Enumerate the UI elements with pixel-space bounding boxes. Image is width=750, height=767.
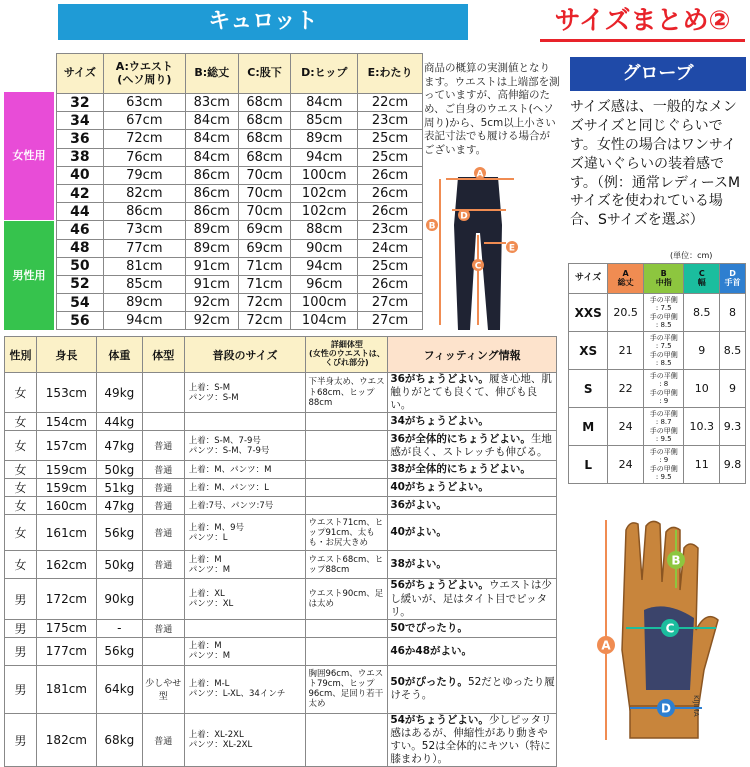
glove-row: [569, 370, 746, 408]
fit-height: 160cm: [36, 497, 96, 515]
fitting-row: [5, 461, 557, 479]
fit-height: 162cm: [36, 551, 96, 579]
fit-detail: ウエスト90cm、足は太め: [306, 579, 388, 619]
glove-a: 24: [608, 446, 644, 484]
size-row: [57, 294, 423, 312]
fit-type: 普通: [142, 497, 184, 515]
size-cell: 50: [57, 257, 104, 275]
measure-cell: 79cm: [103, 166, 185, 184]
fit-weight: 47kg: [96, 431, 142, 461]
glove-a: 21: [608, 332, 644, 370]
fit-type: 普通: [142, 551, 184, 579]
measure-cell: 26cm: [358, 275, 423, 293]
size-header-4: D:ヒップ: [291, 54, 358, 94]
glove-size-table: [568, 263, 746, 484]
fit-sex: 女: [5, 431, 37, 461]
measure-cell: 70cm: [238, 203, 291, 221]
measure-cell: 88cm: [291, 221, 358, 239]
glove-title: グローブ: [570, 57, 746, 91]
size-row: [57, 184, 423, 202]
fit-weight: 44kg: [96, 413, 142, 431]
measure-cell: 25cm: [358, 130, 423, 148]
fit-info: [388, 665, 557, 713]
fit-type: 普通: [142, 431, 184, 461]
fit-sex: 女: [5, 497, 37, 515]
glove-header-a: A 総丈: [608, 264, 644, 294]
fit-info: [388, 619, 557, 637]
measure-cell: 86cm: [185, 203, 238, 221]
fit-type: 普通: [142, 461, 184, 479]
glove-label-C: C: [665, 621, 675, 636]
measure-cell: 23cm: [358, 112, 423, 130]
glove-c: 9: [684, 332, 720, 370]
fit-usual: 上着：S-M パンツ：S-M: [184, 373, 306, 413]
measure-cell: 63cm: [103, 94, 185, 112]
fit-detail: ウエスト71cm、ヒップ91cm、太もも・お尻大きめ: [306, 515, 388, 551]
glove-b: 手の平側 : 7.5 手の甲側 : 8.5: [643, 332, 684, 370]
glove-size: S: [569, 370, 608, 408]
pants-label-C: C: [474, 261, 482, 272]
fit-info-text: 生地感が良く、ストレッチも伸びる。: [390, 432, 552, 458]
fit-sex: 女: [5, 551, 37, 579]
pants-label-D: D: [460, 211, 468, 222]
fit-info: [388, 713, 557, 767]
fitting-row: [5, 373, 557, 413]
glove-a: 22: [608, 370, 644, 408]
fitting-row: [5, 579, 557, 619]
fit-info: [388, 413, 557, 431]
measure-cell: 96cm: [291, 275, 358, 293]
measure-cell: 91cm: [185, 257, 238, 275]
fit-usual: 上着：M パンツ：M: [184, 637, 306, 665]
fit-height: 159cm: [36, 479, 96, 497]
size-cell: 42: [57, 184, 104, 202]
measure-cell: 25cm: [358, 148, 423, 166]
fit-detail: [306, 413, 388, 431]
glove-header-b: B 中指: [643, 264, 684, 294]
fit-sex: 女: [5, 461, 37, 479]
female-label: 女性用: [4, 92, 54, 220]
fit-height: 175cm: [36, 619, 96, 637]
fitting-row: [5, 619, 557, 637]
measure-cell: 71cm: [238, 275, 291, 293]
fit-info-bold: 50でぴったり。: [390, 621, 468, 634]
measure-cell: 90cm: [291, 239, 358, 257]
glove-size: XS: [569, 332, 608, 370]
measure-cell: 72cm: [238, 312, 291, 330]
measure-cell: 83cm: [185, 94, 238, 112]
pants-label-A: A: [476, 169, 484, 180]
size-header-2: B:総丈: [185, 54, 238, 94]
glove-row: [569, 294, 746, 332]
fit-header-5: 詳細体型 (女性のウエストは、くびれ部分): [306, 337, 388, 373]
size-cell: 32: [57, 94, 104, 112]
fit-header-2: 体重: [96, 337, 142, 373]
glove-header-d: D 手首: [720, 264, 746, 294]
measure-cell: 100cm: [291, 294, 358, 312]
fit-sex: 男: [5, 579, 37, 619]
glove-brand-logo: KIJIMA: [692, 695, 700, 717]
fit-info-bold: 34がちょうどよい。: [390, 415, 489, 428]
size-header-5: E:わたり: [358, 54, 423, 94]
glove-a: 20.5: [608, 294, 644, 332]
measure-cell: 82cm: [103, 184, 185, 202]
measure-cell: 26cm: [358, 166, 423, 184]
measure-cell: 81cm: [103, 257, 185, 275]
fit-height: 154cm: [36, 413, 96, 431]
fit-header-1: 身長: [36, 337, 96, 373]
fitting-row: [5, 713, 557, 767]
fit-usual: 上着：M、パンツ：L: [184, 479, 306, 497]
glove-c: 8.5: [684, 294, 720, 332]
measure-cell: 72cm: [103, 130, 185, 148]
fit-info: [388, 431, 557, 461]
fit-detail: 胸囲96cm、ウエスト79cm、ヒップ96cm、足回り若干太め: [306, 665, 388, 713]
pants-label-E: E: [508, 243, 516, 254]
fit-header-4: 普段のサイズ: [184, 337, 306, 373]
measure-cell: 69cm: [238, 221, 291, 239]
size-cell: 52: [57, 275, 104, 293]
measure-cell: 26cm: [358, 184, 423, 202]
glove-d: 9: [720, 370, 746, 408]
glove-d: 8.5: [720, 332, 746, 370]
glove-label-B: B: [671, 553, 681, 568]
fit-info: [388, 461, 557, 479]
measure-cell: 68cm: [238, 130, 291, 148]
size-cell: 36: [57, 130, 104, 148]
fit-sex: 女: [5, 413, 37, 431]
glove-b: 手の平側 : 8 手の甲側 : 9: [643, 370, 684, 408]
size-header-3: C:股下: [238, 54, 291, 94]
measure-cell: 84cm: [185, 112, 238, 130]
measure-cell: 71cm: [238, 257, 291, 275]
fit-weight: 51kg: [96, 479, 142, 497]
size-row: [57, 112, 423, 130]
size-row: [57, 130, 423, 148]
fit-weight: 56kg: [96, 515, 142, 551]
fit-info: [388, 497, 557, 515]
size-row: [57, 257, 423, 275]
measure-cell: 102cm: [291, 184, 358, 202]
fit-info-bold: 56がちょうどよい。: [390, 579, 489, 592]
measure-cell: 94cm: [291, 148, 358, 166]
measure-cell: 67cm: [103, 112, 185, 130]
size-row: [57, 312, 423, 330]
glove-size: XXS: [569, 294, 608, 332]
fitting-row: [5, 497, 557, 515]
measure-cell: 68cm: [238, 112, 291, 130]
measure-cell: 102cm: [291, 203, 358, 221]
size-row: [57, 203, 423, 221]
size-cell: 48: [57, 239, 104, 257]
measure-cell: 70cm: [238, 166, 291, 184]
fit-weight: 50kg: [96, 551, 142, 579]
fit-info-text: 少しピッタリ感はあるが、伸縮性があり動きやすい。52は全体的にキツい（特に膝まわり）。: [390, 713, 552, 766]
size-row: [57, 94, 423, 112]
glove-row: [569, 446, 746, 484]
fit-height: 181cm: [36, 665, 96, 713]
size-header-1: A:ウエスト (ヘソ周り): [103, 54, 185, 94]
measure-cell: 89cm: [185, 221, 238, 239]
glove-d: 9.8: [720, 446, 746, 484]
fit-type: [142, 413, 184, 431]
fit-header-3: 体型: [142, 337, 184, 373]
glove-unit: (単位：cm): [670, 251, 713, 260]
glove-label-D: D: [661, 701, 671, 716]
fit-usual: 上着：M-L パンツ：L-XL、34インチ: [184, 665, 306, 713]
fit-usual: 上着：XL-2XL パンツ：XL-2XL: [184, 713, 306, 767]
fit-info: [388, 515, 557, 551]
glove-illustration: [586, 510, 746, 748]
glove-a: 24: [608, 408, 644, 446]
size-row: [57, 239, 423, 257]
measure-cell: 86cm: [103, 203, 185, 221]
glove-b: 手の平側 : 7.5 手の甲側 : 8.5: [643, 294, 684, 332]
glove-label-A: A: [601, 638, 611, 653]
fit-info-bold: 38が全体的にちょうどよい。: [390, 463, 531, 476]
measure-cell: 100cm: [291, 166, 358, 184]
pants-illustration: [420, 165, 550, 335]
measure-cell: 89cm: [185, 239, 238, 257]
fit-height: 182cm: [36, 713, 96, 767]
fit-info-text: 52だとゆったり履けそう。: [390, 676, 555, 702]
fit-detail: [306, 479, 388, 497]
measure-cell: 68cm: [238, 94, 291, 112]
fit-usual: 上着：XL パンツ：XL: [184, 579, 306, 619]
fit-detail: [306, 619, 388, 637]
measure-cell: 91cm: [185, 275, 238, 293]
glove-d: 9.3: [720, 408, 746, 446]
measure-cell: 72cm: [238, 294, 291, 312]
fit-height: 172cm: [36, 579, 96, 619]
fit-usual: 上着:7号、パンツ:7号: [184, 497, 306, 515]
culotte-title: キュロット: [58, 4, 468, 40]
fit-info-bold: 38がよい。: [390, 558, 447, 571]
measure-cell: 94cm: [291, 257, 358, 275]
measure-cell: 70cm: [238, 184, 291, 202]
size-header-0: サイズ: [57, 54, 104, 94]
fit-info-bold: 40がちょうどよい。: [390, 481, 489, 494]
fit-height: 177cm: [36, 637, 96, 665]
measure-cell: 89cm: [291, 130, 358, 148]
size-cell: 54: [57, 294, 104, 312]
culotte-size-table: [56, 53, 423, 330]
fitting-row: [5, 551, 557, 579]
fit-info-bold: 36がよい。: [390, 499, 447, 512]
fit-height: 157cm: [36, 431, 96, 461]
fitting-row: [5, 637, 557, 665]
fitting-row: [5, 413, 557, 431]
size-cell: 44: [57, 203, 104, 221]
fitting-row: [5, 431, 557, 461]
measure-cell: 92cm: [185, 294, 238, 312]
fit-detail: [306, 497, 388, 515]
fit-info-bold: 54がちょうどよい。: [390, 713, 489, 726]
fit-detail: 下半身太め、ウエスト68cm、ヒップ88cm: [306, 373, 388, 413]
glove-row: [569, 332, 746, 370]
measure-cell: 86cm: [185, 184, 238, 202]
fit-info: [388, 551, 557, 579]
fit-usual: 上着：S-M、7-9号 パンツ：S-M、7-9号: [184, 431, 306, 461]
fit-height: 153cm: [36, 373, 96, 413]
fit-type: [142, 373, 184, 413]
fit-usual: 上着：M パンツ：M: [184, 551, 306, 579]
size-row: [57, 166, 423, 184]
measure-cell: 84cm: [291, 94, 358, 112]
fitting-table: [4, 336, 557, 767]
glove-header-size: サイズ: [569, 264, 608, 294]
measure-cell: 68cm: [238, 148, 291, 166]
measure-cell: 89cm: [103, 294, 185, 312]
fit-info: [388, 637, 557, 665]
measure-cell: 85cm: [103, 275, 185, 293]
fit-type: 少しやせ型: [142, 665, 184, 713]
fit-usual: [184, 413, 306, 431]
pants-label-B: B: [428, 221, 436, 232]
fit-detail: [306, 713, 388, 767]
fit-sex: 男: [5, 713, 37, 767]
summary-title: サイズまとめ②: [540, 2, 745, 42]
glove-size: L: [569, 446, 608, 484]
glove-b: 手の平側 : 8.7 手の甲側 : 9.5: [643, 408, 684, 446]
fit-info-bold: 36がちょうどよい。: [390, 373, 489, 385]
male-label: 男性用: [4, 221, 54, 330]
fit-height: 159cm: [36, 461, 96, 479]
fit-weight: 68kg: [96, 713, 142, 767]
fit-info: [388, 479, 557, 497]
size-cell: 38: [57, 148, 104, 166]
fit-info-bold: 40がよい。: [390, 526, 447, 539]
glove-description: サイズ感は、一般的なメンズサイズと同じぐらいです。女性の場合はワンサイズ違いぐらいの装着感です。（例：通常レディースMサイズを使われている場合、Sサイズを選ぶ）: [570, 99, 741, 229]
fit-sex: 男: [5, 665, 37, 713]
measure-cell: 27cm: [358, 312, 423, 330]
glove-header-c: C 幅: [684, 264, 720, 294]
measure-cell: 84cm: [185, 148, 238, 166]
measure-cell: 26cm: [358, 203, 423, 221]
measure-cell: 104cm: [291, 312, 358, 330]
fit-info-bold: 50がぴったり。: [390, 676, 468, 689]
fit-info-bold: 46か48がよい。: [390, 644, 473, 657]
fit-sex: 女: [5, 373, 37, 413]
measure-cell: 84cm: [185, 130, 238, 148]
glove-d: 8: [720, 294, 746, 332]
fit-type: 普通: [142, 619, 184, 637]
fit-detail: [306, 431, 388, 461]
fit-type: 普通: [142, 515, 184, 551]
fit-weight: 64kg: [96, 665, 142, 713]
measure-cell: 23cm: [358, 221, 423, 239]
measure-cell: 94cm: [103, 312, 185, 330]
fit-height: 161cm: [36, 515, 96, 551]
measure-cell: 92cm: [185, 312, 238, 330]
measurement-note: 商品の概算の実測値となります。ウエストは上端部を測っていますが、高伸縮のため、ご自身のウエスト(ヘソ周り)から、5cm以上小さい表記寸法でも履ける場合がございます。: [424, 62, 560, 156]
glove-b: 手の平側 : 9 手の甲側 : 9.5: [643, 446, 684, 484]
fit-weight: 56kg: [96, 637, 142, 665]
fit-sex: 男: [5, 619, 37, 637]
fit-type: 普通: [142, 479, 184, 497]
size-cell: 40: [57, 166, 104, 184]
fit-weight: 90kg: [96, 579, 142, 619]
fit-info-text: 履き心地、肌触りがとても良くて、伸びも良い。: [390, 373, 552, 412]
measure-cell: 86cm: [185, 166, 238, 184]
fit-detail: [306, 637, 388, 665]
fit-weight: 49kg: [96, 373, 142, 413]
fit-type: [142, 637, 184, 665]
measure-cell: 76cm: [103, 148, 185, 166]
measure-cell: 85cm: [291, 112, 358, 130]
measure-cell: 73cm: [103, 221, 185, 239]
size-cell: 34: [57, 112, 104, 130]
fit-info-text: ウエストは少し緩いが、足はタイト目でピッタリ。: [390, 579, 552, 618]
size-row: [57, 221, 423, 239]
glove-c: 11: [684, 446, 720, 484]
fit-info: [388, 373, 557, 413]
size-cell: 56: [57, 312, 104, 330]
fit-header-6: フィッティング情報: [388, 337, 557, 373]
fit-sex: 男: [5, 637, 37, 665]
fit-usual: [184, 619, 306, 637]
fitting-row: [5, 479, 557, 497]
fitting-row: [5, 665, 557, 713]
fit-detail: [306, 461, 388, 479]
measure-cell: 24cm: [358, 239, 423, 257]
fit-weight: -: [96, 619, 142, 637]
fit-header-0: 性別: [5, 337, 37, 373]
fit-weight: 47kg: [96, 497, 142, 515]
glove-c: 10.3: [684, 408, 720, 446]
glove-row: [569, 408, 746, 446]
measure-cell: 77cm: [103, 239, 185, 257]
glove-mesh: [644, 606, 694, 690]
fit-usual: 上着：M、パンツ：M: [184, 461, 306, 479]
size-row: [57, 148, 423, 166]
glove-size: M: [569, 408, 608, 446]
fitting-row: [5, 515, 557, 551]
fit-type: 普通: [142, 713, 184, 767]
measure-cell: 22cm: [358, 94, 423, 112]
size-row: [57, 275, 423, 293]
fit-usual: 上着：M、9号 パンツ：L: [184, 515, 306, 551]
measure-cell: 25cm: [358, 257, 423, 275]
fit-weight: 50kg: [96, 461, 142, 479]
size-cell: 46: [57, 221, 104, 239]
fit-detail: ウエスト68cm、ヒップ88cm: [306, 551, 388, 579]
fit-info: [388, 579, 557, 619]
measure-cell: 27cm: [358, 294, 423, 312]
fit-sex: 女: [5, 479, 37, 497]
fit-sex: 女: [5, 515, 37, 551]
measure-cell: 69cm: [238, 239, 291, 257]
fit-info-bold: 36が全体的にちょうどよい。: [390, 432, 531, 445]
fit-type: [142, 579, 184, 619]
glove-c: 10: [684, 370, 720, 408]
